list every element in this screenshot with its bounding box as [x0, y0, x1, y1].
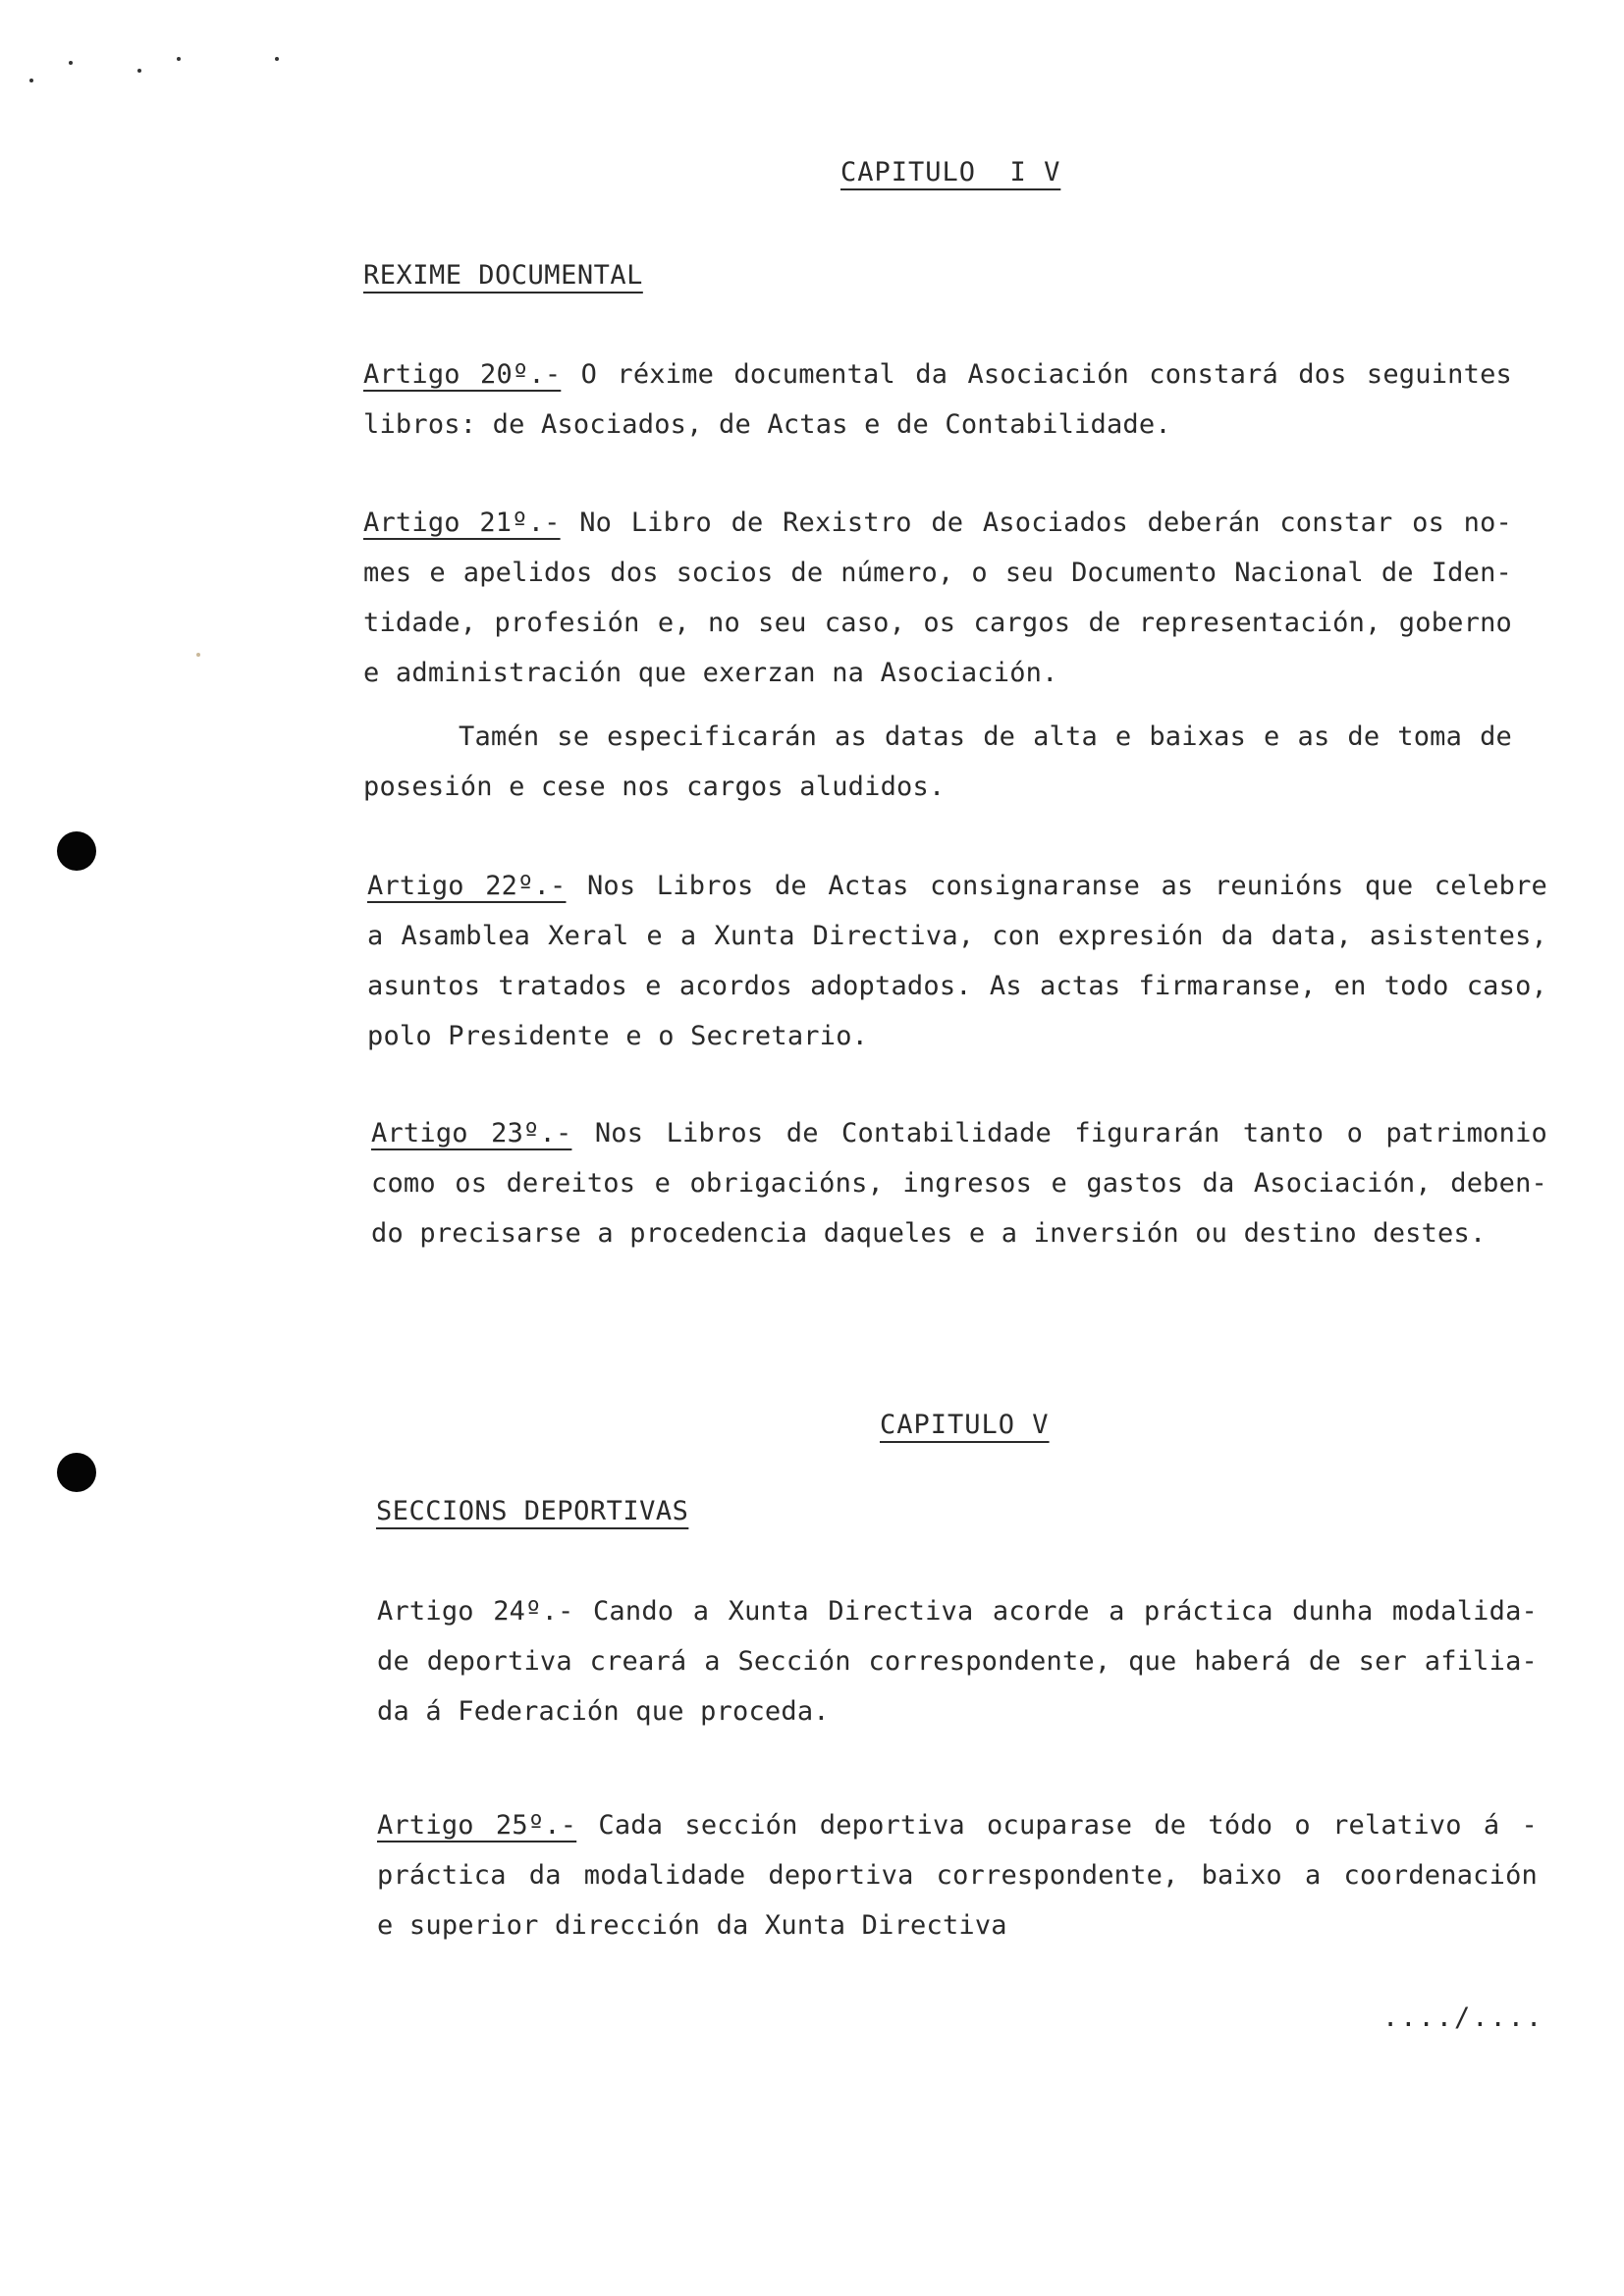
- article-24-line: Cando a Xunta Directiva acorde a práctica dunha modalida-: [573, 1596, 1538, 1627]
- punch-hole-bottom: [57, 1453, 96, 1492]
- article-21-line: No Libro de Rexistro de Asociados deberán constar os no-: [560, 507, 1512, 538]
- article-23-line: do precisarse a procedencia daqueles e a inversión ou destino destes.: [371, 1218, 1487, 1249]
- article-23-label: Artigo 23º.-: [371, 1118, 572, 1148]
- article-25-line: Cada sección deportiva ocuparase de tódo o relativo á -: [576, 1810, 1538, 1841]
- article-23-line: como os dereitos e obrigacións, ingresos e gastos da Asociación, deben-: [371, 1168, 1547, 1199]
- article-24-line: de deportiva creará a Sección correspondente, que haberá de ser afilia-: [377, 1646, 1538, 1677]
- article-21-line: e administración que exerzan na Asociación.: [363, 658, 1058, 688]
- article-25-label: Artigo 25º.-: [377, 1810, 577, 1841]
- article-20-line: O réxime documental da Asociación constará dos seguintes: [561, 359, 1512, 390]
- section-title-seccions-deportivas: SECCIONS DEPORTIVAS: [376, 1496, 689, 1526]
- scan-speck: [177, 57, 181, 61]
- scan-speck: [275, 57, 279, 61]
- section-title-rexime-documental: REXIME DOCUMENTAL: [363, 260, 643, 291]
- article-21-line: tidade, profesión e, no seu caso, os cargos de representación, goberno: [363, 608, 1512, 638]
- article-24-line: da á Federación que proceda.: [377, 1696, 830, 1727]
- article-22-line: Nos Libros de Actas consignaranse as reunións que celebre: [566, 871, 1547, 901]
- chapter-4-title: CAPITULO I V: [840, 157, 1061, 187]
- article-22-line: polo Presidente e o Secretario.: [367, 1021, 869, 1051]
- article-24: [377, 1586, 1538, 1736]
- article-25: [377, 1800, 1538, 1950]
- article-25-line: e superior dirección da Xunta Directiva: [377, 1910, 1007, 1941]
- scan-speck: [137, 69, 141, 73]
- article-24-label: Artigo 24º.-: [377, 1596, 574, 1627]
- article-21-label: Artigo 21º.-: [363, 507, 561, 538]
- article-20-label: Artigo 20º.-: [363, 359, 562, 390]
- scan-speck: [29, 79, 33, 82]
- article-21: [363, 498, 1512, 698]
- article-21-p2-line: posesión e cese nos cargos aludidos.: [363, 772, 946, 802]
- article-22-label: Artigo 22º.-: [367, 871, 567, 901]
- article-20-line: libros: de Asociados, de Actas e de Contabilidade.: [363, 409, 1171, 440]
- page-continuation-mark: ..../....: [1382, 2002, 1544, 2033]
- article-22-line: asuntos tratados e acordos adoptados. As actas firmaranse, en todo caso,: [367, 971, 1547, 1001]
- punch-hole-top: [57, 831, 96, 871]
- article-21-p2-line: Tamén se especificarán as datas de alta e baixas e as de toma de: [459, 721, 1512, 752]
- article-21-line: mes e apelidos dos socios de número, o seu Documento Nacional de Iden-: [363, 558, 1512, 588]
- article-25-line: práctica da modalidade deportiva correspondente, baixo a coordenación: [377, 1860, 1538, 1891]
- article-23: [371, 1108, 1547, 1258]
- scan-speck: [196, 653, 200, 657]
- article-22-line: a Asamblea Xeral e a Xunta Directiva, con expresión da data, asistentes,: [367, 921, 1547, 951]
- article-23-line: Nos Libros de Contabilidade figurarán tanto o patrimonio: [571, 1118, 1547, 1148]
- scan-speck: [69, 61, 73, 65]
- article-20: [363, 349, 1512, 450]
- chapter-5-title: CAPITULO V: [880, 1410, 1050, 1440]
- article-21-paragraph-2: [363, 712, 1512, 812]
- article-22: [367, 861, 1547, 1061]
